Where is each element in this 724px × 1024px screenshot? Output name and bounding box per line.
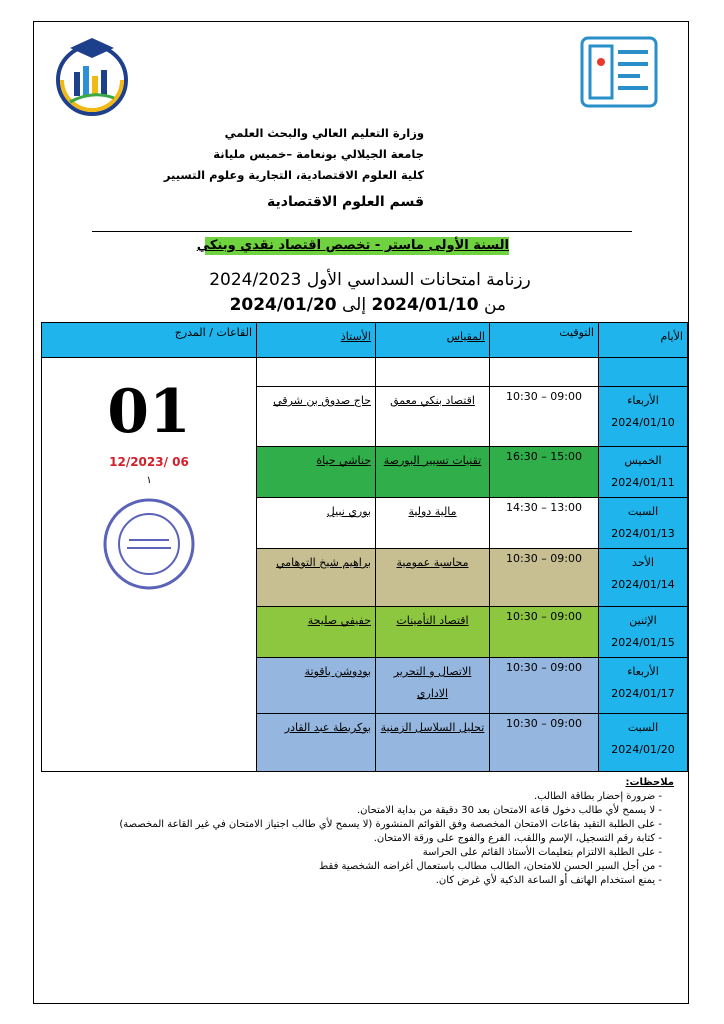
cell-professor-professor: حاج صدوق بن شرقي [273, 394, 371, 407]
cell-professor [257, 498, 376, 549]
cell-day-day: الخميس [624, 454, 662, 467]
cell-professor [257, 714, 376, 772]
cell-time [490, 447, 599, 498]
list-item: - من أجل السير الحسن للامتحان، الطالب مطالب باستعمال أغراضه الشخصية فقط [44, 860, 662, 874]
range-to-word: إلى [342, 295, 367, 315]
cell-time [490, 658, 599, 714]
cell-subject [376, 607, 490, 658]
notes-title: ملاحظات: [625, 777, 674, 788]
cell-day [599, 387, 688, 447]
cell-time [490, 549, 599, 607]
header-room: القاعات / المدرج [42, 323, 257, 358]
cell-day [599, 498, 688, 549]
schedule-title: رزنامة امتحانات السداسي الأول 2024/2023 [209, 270, 531, 290]
cell-time [490, 714, 599, 772]
university-logo-icon [578, 32, 660, 112]
table-header-row [42, 323, 688, 358]
cell-day [599, 447, 688, 498]
cell-day [599, 714, 688, 772]
faculty-name: كلية العلوم الاقتصادية، التجارية وعلوم التسيير [163, 168, 424, 182]
notes-section [44, 776, 674, 888]
cell-day-date: 2024/01/11 [611, 476, 675, 489]
cell-subject-subject: تحليل السلاسل الزمنية [380, 721, 485, 734]
faculty-logo-icon [52, 32, 132, 120]
program-banner: السنة الأولى ماستر - تخصص اقتصاد نقدي وبنكي [196, 238, 509, 253]
separator-line [92, 231, 632, 232]
department-name: قسم العلوم الاقتصادية [267, 194, 424, 210]
cell-time-time: 13:00 – 14:30 [506, 501, 582, 514]
cell-subject-subject: الاتصال و التحرير الاداري [393, 665, 472, 700]
cell-subject-subject: تقنيات تسيير البورصة [383, 454, 482, 467]
cell-day [599, 607, 688, 658]
official-stamp-icon [99, 494, 199, 594]
cell-professor-professor: بوكريطة عبد القادر [284, 721, 371, 734]
room-date: 06 /12/2023 [109, 455, 189, 469]
cell-day [599, 658, 688, 714]
cell-time-time: 15:00 – 16:30 [506, 450, 582, 463]
cell-subject-subject: اقتصاد بنكي معمق [390, 394, 475, 407]
list-item: - يمنع استخدام الهاتف أو الساعة الذكية لأي غرض كان. [44, 874, 662, 888]
cell-time [490, 387, 599, 447]
list-item: - على الطلبة التقيد بقاعات الامتحان المخصصة وفق القوائم المنشورة (لا يسمح لأي طالب اجتياز الامتحان في غير القاعة المخصصة) [44, 818, 662, 832]
room-number: 01 [107, 377, 191, 447]
university-name: جامعة الجيلالي بونعامة –خميس مليانة [213, 147, 424, 161]
cell-subject [376, 714, 490, 772]
cell-professor [257, 607, 376, 658]
header-time: التوقيت [490, 323, 599, 358]
header-day: الأيام [599, 323, 688, 358]
cell-subject [376, 387, 490, 447]
header-subject: المقياس [376, 323, 490, 358]
cell-professor [257, 387, 376, 447]
cell-day-day: السبت [627, 505, 659, 518]
list-item: - كتابة رقم التسجيل، الإسم واللقب، الفرع والفوج على ورقة الامتحان. [44, 832, 662, 846]
cell-professor-professor: بوري نبيل [326, 505, 371, 518]
cell-day-date: 2024/01/14 [611, 578, 675, 591]
cell-time [490, 607, 599, 658]
cell-time-time: 09:00 – 10:30 [506, 390, 582, 403]
notes-list [44, 790, 674, 888]
cell-professor [257, 658, 376, 714]
cell-day [599, 549, 688, 607]
cell-subject [376, 549, 490, 607]
cell-day-date: 2024/01/20 [611, 743, 675, 756]
list-item: - ضرورة إحضار بطاقة الطالب. [44, 790, 662, 804]
range-from-word: من [483, 295, 506, 315]
table-spacer-row [42, 358, 688, 387]
cell-subject [376, 498, 490, 549]
cell-professor-professor: حفيفي صليحة [307, 614, 371, 627]
cell-subject-subject: مالية دولية [408, 505, 457, 518]
range-to: 2024/01/20 [229, 295, 337, 315]
cell-day-date: 2024/01/17 [611, 687, 675, 700]
cell-time-time: 09:00 – 10:30 [506, 610, 582, 623]
cell-subject [376, 658, 490, 714]
room-mark: ١ [146, 475, 152, 486]
cell-time-time: 09:00 – 10:30 [506, 717, 582, 730]
list-item: - على الطلبة الالتزام بتعليمات الأستاذ القائم على الحراسة [44, 846, 662, 860]
date-range [200, 295, 506, 315]
ministry-name: وزارة التعليم العالي والبحث العلمي [224, 126, 424, 140]
list-item: - لا يسمح لأي طالب دخول قاعة الامتحان بعد 30 دقيقة من بداية الامتحان. [44, 804, 662, 818]
header-professor: الأستاذ [257, 323, 376, 358]
cell-professor-professor: بودوشن ياقوتة [304, 665, 371, 678]
cell-day-day: الأربعاء [627, 665, 659, 678]
cell-day-day: السبت [627, 721, 659, 734]
cell-day-day: الأربعاء [627, 394, 659, 407]
cell-time-time: 09:00 – 10:30 [506, 661, 582, 674]
cell-day-date: 2024/01/13 [611, 527, 675, 540]
cell-professor-professor: براهيم شيخ التوهامي [276, 556, 371, 569]
cell-day-day: الأحد [632, 556, 654, 569]
cell-day-day: الإثنين [629, 614, 657, 627]
cell-time [490, 498, 599, 549]
cell-professor [257, 549, 376, 607]
range-from: 2024/01/10 [371, 295, 479, 315]
cell-day-date: 2024/01/10 [611, 416, 675, 429]
cell-professor [257, 447, 376, 498]
exam-schedule-table [41, 322, 688, 772]
cell-subject-subject: محاسبة عمومية [396, 556, 469, 569]
cell-day-date: 2024/01/15 [611, 636, 675, 649]
cell-subject-subject: اقتصاد التأمينات [396, 614, 469, 627]
cell-subject [376, 447, 490, 498]
room-cell [42, 358, 257, 772]
cell-professor-professor: حناشي حياة [316, 454, 371, 467]
cell-time-time: 09:00 – 10:30 [506, 552, 582, 565]
